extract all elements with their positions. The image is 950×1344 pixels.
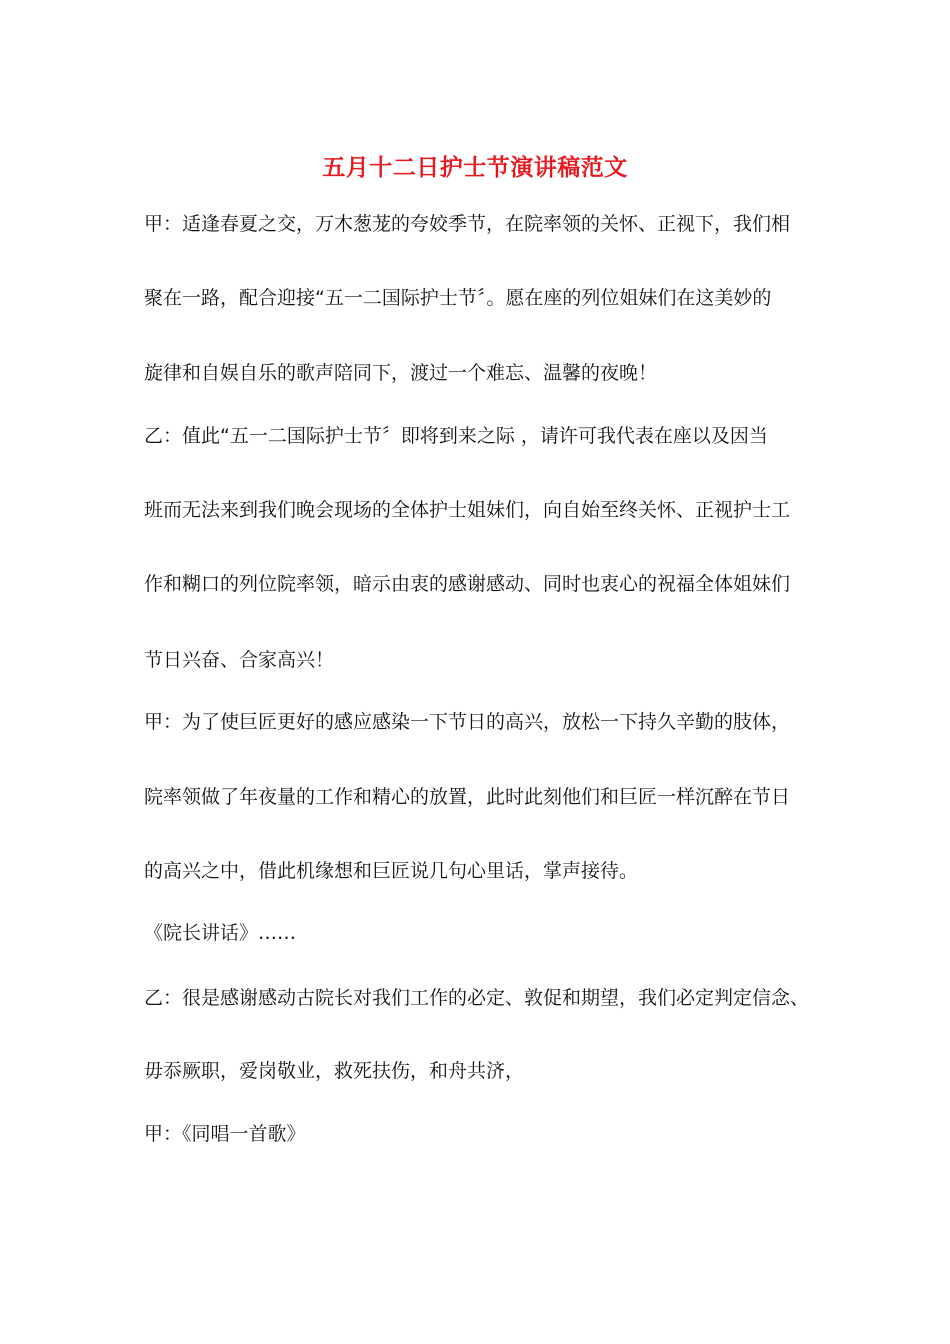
body-line: 乙：值此“五一二国际护士节〞即将到来之际 ，请许可我代表在座以及因当	[144, 425, 768, 447]
body-line: 毋忝厥职，爱岗敬业，救死扶伤，和舟共济，	[144, 1060, 525, 1082]
body-line: 节日兴奋、合家高兴！	[144, 649, 335, 671]
body-line: 甲：为了使巨匠更好的感应感染一下节日的高兴，放松一下持久辛勤的肢体，	[144, 711, 791, 733]
body-line: 旋律和自娱自乐的歌声陪同下，渡过一个难忘、温馨的夜晚！	[144, 362, 658, 384]
body-line: 《院长讲话》……	[144, 922, 297, 944]
body-line: 院率领做了年夜量的工作和精心的放置，此时此刻他们和巨匠一样沉醉在节日	[144, 786, 791, 808]
document-title: 五月十二日护士节演讲稿范文	[322, 154, 628, 181]
body-line: 甲：《同唱一首歌》	[144, 1123, 306, 1145]
body-line: 班而无法来到我们晚会现场的全体护士姐妹们，向自始至终关怀、正视护士工	[144, 499, 791, 521]
body-line: 的高兴之中，借此机缘想和巨匠说几句心里话，掌声接待。	[144, 860, 639, 882]
body-line: 聚在一路，配合迎接“五一二国际护士节〞。愿在座的列位姐妹们在这美妙的	[144, 287, 772, 309]
body-line: 甲：适逢春夏之交，万木葱茏的夸姣季节，在院率领的关怀、正视下，我们相	[144, 213, 791, 235]
body-line: 乙：很是感谢感动古院长对我们工作的必定、敦促和期望，我们必定判定信念、	[144, 987, 810, 1009]
body-line: 作和糊口的列位院率领，暗示由衷的感谢感动、同时也衷心的祝福全体姐妹们	[144, 573, 791, 595]
